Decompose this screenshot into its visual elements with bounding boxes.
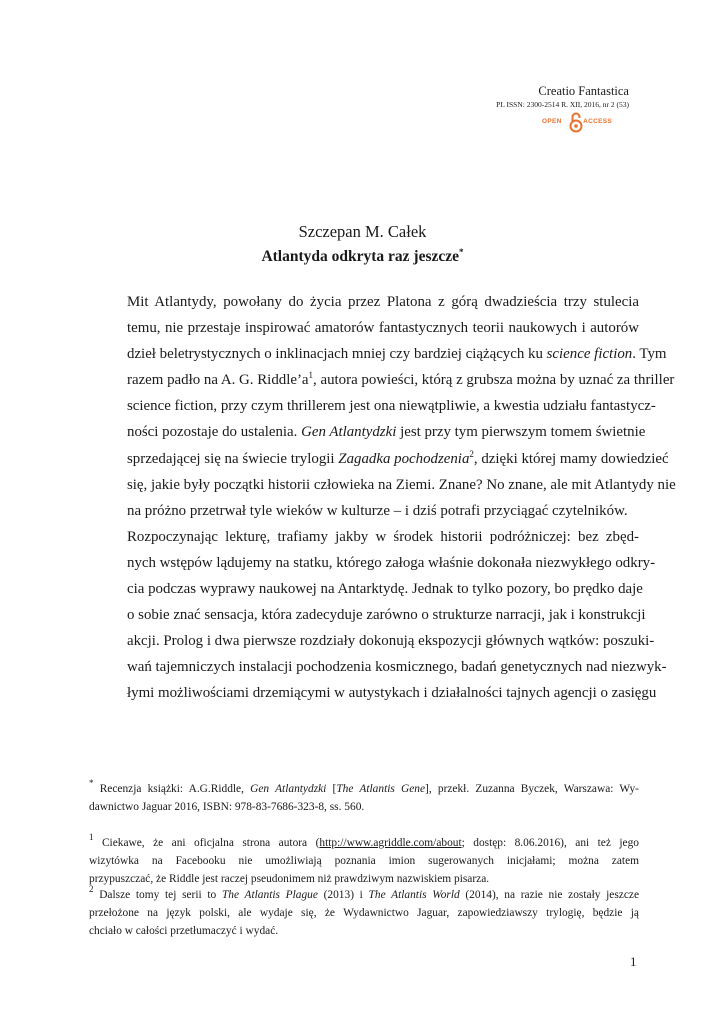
text-line: ności pozostaje do ustalenia. Gen Atlantydzki jest przy tym pierwszym tomem świetnie — [127, 424, 646, 441]
text-line: temu, nie przestaje inspirować amatorów fantastycznych teorii naukowych i autorów — [127, 320, 639, 337]
text-line: akcji. Prolog i dwa pierwsze rozdziały dokonują ekspozycji głównych wątków: poszuki- — [127, 633, 655, 650]
open-access-open-text: OPEN — [542, 118, 562, 125]
open-access-access-text: ACCESS — [583, 118, 612, 125]
footnote-2 — [89, 886, 639, 940]
article-title — [0, 248, 725, 266]
footnote-line: $^1$ Ciekawe, że ani oficjalna strona autora (http://www.agriddle.com/about; dostęp: 8.06.2016), ani też jego — [89, 832, 639, 849]
italic-term: science fiction — [546, 346, 633, 363]
text-line: dzieł beletrystycznych o inklinacjach mniej czy bardziej ciążących ku science fiction. Tym — [127, 346, 667, 363]
text-line: razem padło na A. G. $Riddle’a^1$, autora powieści, którą z grubsza można by uznać za thriller — [127, 370, 675, 389]
footnote-line: przełożone na język polski, ale wydaje się, że Wydawnictwo Jaguar, zapowiedziawszy trylogię, będzie ją — [89, 907, 639, 919]
author-website-link[interactable]: http://www.agriddle.com/about — [319, 837, 462, 849]
text-line: łymi możliwościami drzemiącymi w autystykach i działalności tajnych agencji o zasięgu — [127, 685, 657, 702]
footnote-line: wizytówka na Facebooku nie umożliwiają poznania imion sugerowanych inicjałami; można zatem — [89, 855, 639, 867]
footnote-line: przypuszczać, że Riddle jest raczej pseudonimem niż prawdziwym nazwiskiem pisarza. — [89, 873, 490, 885]
text-line: wań tajemniczych instalacji pochodzenia kosmicznego, badań genetycznych nad niezwyk- — [127, 659, 667, 676]
paragraph-2 — [89, 524, 667, 707]
text-line: Mit Atlantydy, powołany do życia przez Platona z górą dwadzieścia trzy stulecia — [127, 294, 639, 310]
text-line: Rozpoczynając lekturę, trafiamy jakby w środek historii podróżniczej: bez zbęd- — [127, 528, 639, 545]
footnote-line: dawnictwo Jaguar 2016, ISBN: 978-83-7686-323-8, ss. 560. — [89, 801, 365, 813]
article-body — [89, 289, 676, 707]
title-footnote-mark: * — [459, 247, 464, 257]
text-line: nych wstępów lądujemy na statku, którego załoga właśnie dokonała niezwykłego odkry- — [127, 554, 656, 571]
open-access-logo — [542, 111, 612, 133]
paragraph-1 — [89, 289, 676, 524]
italic-book-title: Gen Atlantydzki — [301, 424, 397, 441]
journal-name: Creatio Fantastica — [538, 84, 629, 98]
footnote-star — [89, 780, 639, 816]
footnote-line: chciało w całości przetłumaczyć i wydać. — [89, 925, 279, 937]
footnote-mark: 1 — [89, 832, 94, 842]
footnote-line: $^2$ Dalsze tomy tej serii to The Atlantis Plague (2013) i The Atlantis World (2014), na razie nie zostały jeszcze — [89, 884, 640, 901]
page-number: 1 — [630, 954, 637, 969]
text-line: cia podczas wyprawy naukowej na Antarktydę. Jednak to tylko pozory, bo prędko daje — [127, 581, 643, 598]
footnote-line: * Recenzja książki: A.G.Riddle, Gen Atlantydzki [The Atlantis Gene], przekł. Zuzanna Byczek, Warszawa: Wy- — [89, 778, 639, 795]
open-lock-icon — [569, 111, 583, 133]
text-line: sprzedającej się na świecie trylogii Zagadka pochodzenia$^2$, dzięki której mamy dowiedzieć — [127, 448, 669, 467]
italic-series-title: Zagadka pochodzenia — [338, 450, 470, 467]
article-title-text: Atlantyda odkryta raz jeszcze — [261, 248, 460, 265]
text-line: na próżno przetrwał tyle wieków w kulturze – i dziś potrafi przyciągać czytelników. — [127, 502, 628, 519]
text-line: się, jakie były początki historii człowieka na Ziemi. Znane? No znane, ale mit Atlantydy nie — [127, 476, 676, 493]
footnote-ref-1: 1 — [308, 370, 314, 381]
footnote-mark: * — [89, 778, 94, 788]
journal-header — [496, 84, 629, 110]
journal-issn: PL ISSN: 2300-2514 R. XII, 2016, nr 2 (53) — [496, 100, 629, 109]
text-line: o sobie znać sensacja, która zadecyduje zarówno o strukturze narracji, jak i konstrukcji — [127, 607, 646, 624]
text-line: science fiction, przy czym thrillerem jest ona niewątpliwie, a kwestia udziału fantastycz- — [127, 398, 656, 415]
author-name: Szczepan M. Całek — [298, 222, 427, 241]
footnote-ref-2: 2 — [469, 448, 474, 459]
footnote-1 — [89, 834, 639, 888]
footnote-mark: 2 — [89, 884, 94, 894]
